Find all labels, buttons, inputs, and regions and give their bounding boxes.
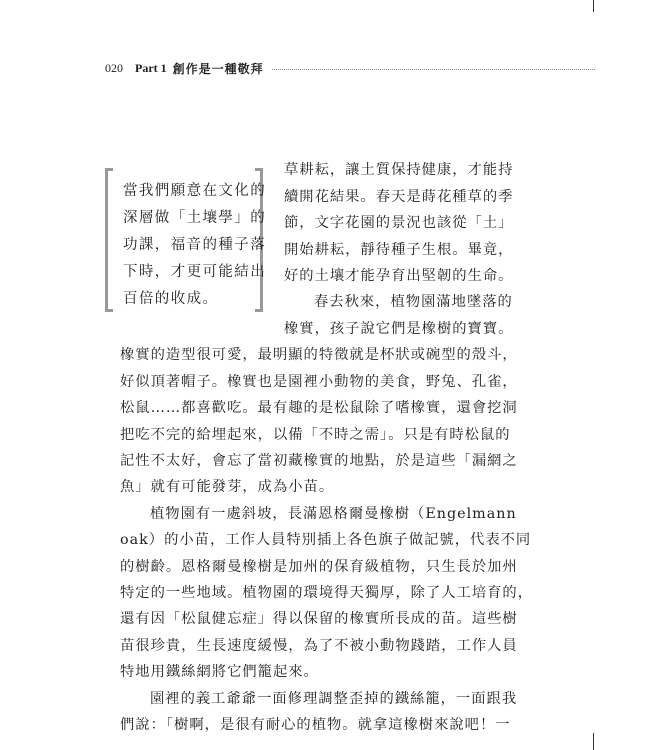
body-line: 松鼠……都喜歡吃。最有趣的是松鼠除了嗜橡實，還會挖洞 — [120, 400, 518, 416]
pull-quote-text — [123, 178, 267, 313]
body-line: 魚」就有可能發芽，成為小苗。 — [120, 479, 335, 495]
body-line: oak）的小苗，工作人員特別插上各色旗子做記號，代表不同 — [120, 532, 532, 548]
crop-mark-top — [593, 0, 594, 12]
body-line: 記性不太好，會忘了當初藏橡實的地點，於是這些「漏網之 — [120, 453, 518, 469]
body-line: 特地用鐵絲網將它們籠起來。 — [120, 664, 319, 680]
pull-quote-line: 功課，福音的種子落 — [123, 237, 267, 253]
body-line: 節，文字花園的景況也該從「土」 — [284, 215, 514, 231]
body-line: 植物園有一處斜坡，長滿恩格爾曼橡樹（Engelmann — [150, 506, 517, 522]
body-line: 橡實，孩子說它們是橡樹的寶寶。 — [284, 321, 514, 337]
pull-quote-line: 下時，才更可能結出 — [123, 264, 267, 280]
page-number: 020 — [105, 60, 123, 75]
body-line: 園裡的義工爺爺一面修理調整歪掉的鐵絲籠，一面跟我 — [150, 691, 518, 707]
pull-quote-bracket-left — [105, 168, 113, 312]
body-line: 好的土壤才能孕育出堅韌的生命。 — [284, 268, 514, 284]
body-line: 把吃不完的給埋起來，以備「不時之需」。只是有時松鼠的 — [120, 427, 511, 443]
body-line: 苗很珍貴，生長速度緩慢，為了不被小動物踐踏，工作人員 — [120, 638, 518, 654]
body-line: 橡實的造型很可愛，最明顯的特徵就是杯狀或碗型的殼斗， — [120, 347, 518, 363]
body-line: 特定的一些地域。植物園的環境得天獨厚，除了人工培育的， — [120, 585, 534, 601]
body-line: 的樹齡。恩格爾曼橡樹是加州的保育級植物，只生長於加州 — [120, 559, 518, 575]
part-label: Part 1 — [135, 60, 167, 75]
crop-mark-bottom — [593, 733, 594, 750]
section-title: 創作是一種敬拜 — [172, 61, 264, 76]
running-header — [105, 58, 595, 78]
pull-quote — [105, 168, 267, 314]
body-line: 們說：「樹啊，是很有耐心的植物。就拿這橡樹來說吧！一 — [120, 717, 511, 733]
body-line: 春去秋來，植物園滿地墜落的 — [314, 294, 513, 310]
body-line: 好似頂著帽子。橡實也是園裡小動物的美食，野兔、孔雀， — [120, 374, 518, 390]
pull-quote-line: 深層做「土壤學」的 — [123, 210, 267, 226]
pull-quote-line: 當我們願意在文化的 — [123, 183, 267, 199]
pull-quote-line: 百倍的收成。 — [123, 291, 219, 307]
body-line: 續開花結果。春天是蒔花種草的季 — [284, 189, 514, 205]
body-line: 開始耕耘，靜待種子生根。畢竟， — [284, 242, 514, 258]
body-line: 還有因「松鼠健忘症」得以保留的橡實所長成的苗。這些樹 — [120, 611, 518, 627]
header-leader-dots — [272, 69, 595, 70]
body-line: 草耕耘，讓土質保持健康，才能持 — [284, 162, 514, 178]
